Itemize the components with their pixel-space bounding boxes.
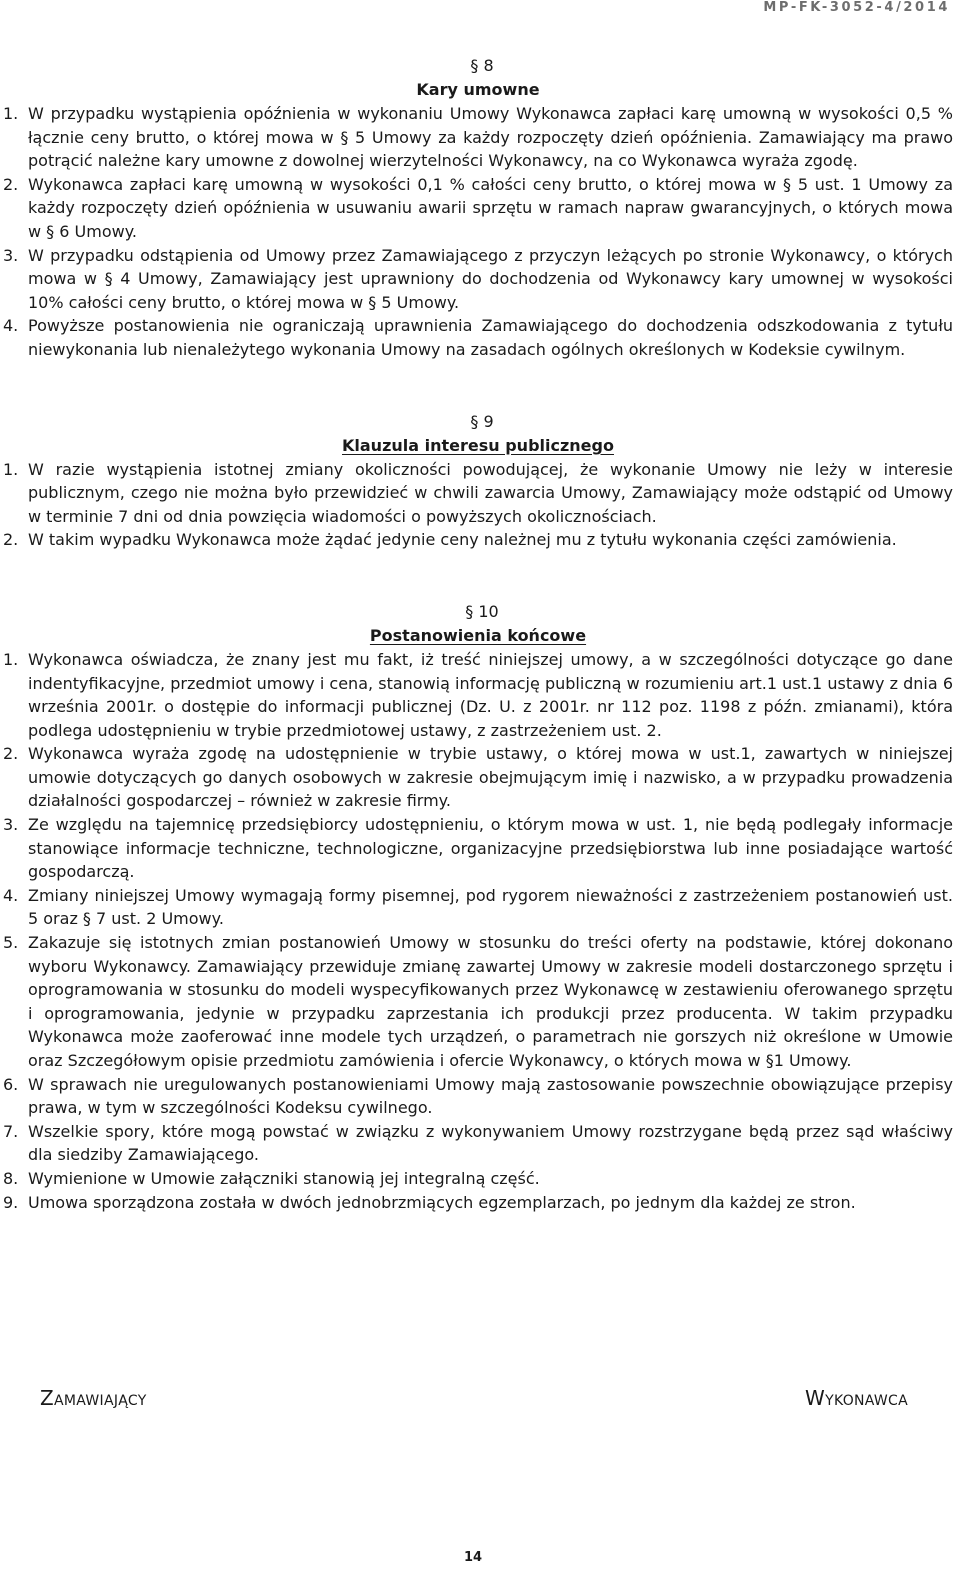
section-spacer (3, 576, 953, 600)
item-text: W sprawach nie uregulowanych postanowieniami Umowy mają zastosowanie powszechnie obowiązujące przepisy prawa, w tym w szczególności Kodeksu cywilnego. (28, 1074, 953, 1118)
list-item (3, 314, 953, 361)
section-items (3, 648, 953, 1214)
list-item (3, 102, 953, 173)
item-number: 3. (3, 815, 19, 835)
list-item (3, 813, 953, 884)
item-number: 1. (3, 104, 19, 123)
item-text: W razie wystąpienia istotnej zmiany okoliczności powodującej, że wykonanie Umowy nie leży w interesie publicznym, czego nie można było przewidzieć w chwili zawarcia Umowy, Zamawiający może odstąpić od Umowy w terminie 7 dni od dnia powzięcia wiadomości o powyższych okolicznościach. (28, 459, 953, 526)
list-item (3, 931, 953, 1073)
signature-block (40, 1386, 908, 1410)
list-item (3, 742, 953, 813)
list-item (3, 458, 953, 529)
section-items (3, 458, 953, 552)
document-reference: MP-FK-3052-4/2014 (763, 0, 950, 15)
section-number: § 9 (470, 411, 494, 431)
item-text: Powyższe postanowienia nie ograniczają uprawnienia Zamawiającego do dochodzenia odszkodowania z tytułu niewykonania lub nienależytego wykonania Umowy na zasadach ogólnych określonych w Kodeksie cywilnym. (28, 316, 953, 359)
list-item (3, 1073, 953, 1120)
list-item (3, 173, 953, 244)
list-item (3, 648, 953, 742)
item-number: 1. (3, 459, 19, 479)
item-text: Wykonawca wyraża zgodę na udostępnienie w trybie ustawy, o której mowa w ust.1, zawartych w niniejszej umowie dotyczących go danych osobowych w zakresie obejmującym imię i nazwisko, a w przypadku prowadzenia działalności gospodarczej – również w zakresie firmy. (28, 744, 953, 811)
section-title: Klauzula interesu publicznego (342, 435, 614, 455)
item-text: Umowa sporządzona została w dwóch jednobrzmiących egzemplarzach, po jednym dla każdej ze stron. (28, 1192, 856, 1212)
item-number: 1. (3, 649, 19, 669)
item-number: 2. (3, 744, 19, 764)
section-title: Kary umowne (416, 80, 540, 99)
section-10 (3, 600, 953, 1214)
item-text: W przypadku odstąpienia od Umowy przez Zamawiającego z przyczyn leżących po stronie Wykonawcy, o których mowa w § 4 Umowy, Zamawiający jest uprawniony do dochodzenia od Wykonawcy kary umownej w wysokości 10% całości ceny brutto, o której mowa w § 5 Umowy. (28, 245, 953, 312)
item-text: Wykonawca oświadcza, że znany jest mu fakt, iż treść niniejszej umowy, a w szczególności dotyczące go dane indentyfikacyjne, przedmiot umowy i cena, stanowią informację publiczną w rozumieniu art.1 ust.1 ustawy z dnia 6 września 2001r. o dostępie do informacji publicznej (Dz. U. z 2001r. nr 112 poz. 1198 z późn. zmianami), która podlega udostępnieniu w trybie przedmiotowej ustawy, z zastrzeżeniem ust. 2. (28, 649, 953, 740)
item-number: 2. (3, 530, 19, 550)
section-9 (3, 410, 953, 552)
item-number: 2. (3, 174, 19, 194)
item-number: 3. (3, 245, 19, 265)
item-number: 9. (3, 1192, 19, 1212)
list-item (3, 1120, 953, 1167)
item-text: W takim wypadku Wykonawca może żądać jedynie ceny należnej mu z tytułu wykonania części zamówienia. (28, 530, 897, 550)
section-8 (3, 54, 953, 362)
item-number: 4. (3, 885, 19, 905)
signature-wykonawca: Wykonawca (805, 1386, 908, 1410)
section-number: § 8 (470, 56, 494, 75)
item-number: 7. (3, 1121, 19, 1141)
list-item (3, 528, 953, 552)
section-spacer (3, 362, 953, 386)
section-title: Postanowienia końcowe (369, 625, 587, 645)
item-text: Zmiany niniejszej Umowy wymagają formy pisemnej, pod rygorem nieważności z zastrzeżeniem postanowień ust. 5 oraz § 7 ust. 2 Umowy. (28, 885, 953, 929)
item-text: Wykonawca zapłaci karę umowną w wysokości 0,1 % całości ceny brutto, o której mowa w § 5 ust. 1 Umowy za każdy rozpoczęty dzień opóźnienia w usuwaniu awarii sprzętu w ramach napraw gwarancyjnych, o których mowa w § 6 Umowy. (28, 174, 953, 241)
item-text: W przypadku wystąpienia opóźnienia w wykonaniu Umowy Wykonawca zapłaci karę umowną w wysokości 0,5 % łącznie ceny brutto, o której mowa w § 5 Umowy za każdy rozpoczęty dzień opóźnienia. Zamawiający ma prawo potrącić należne kary umowne z dowolnej wierzytelności Wykonawcy, na co Wykonawca wyraża zgodę. (28, 104, 953, 171)
list-item (3, 884, 953, 931)
list-item (3, 1167, 953, 1191)
item-text: Zakazuje się istotnych zmian postanowień Umowy w stosunku do treści oferty na podstawie, której dokonano wyboru Wykonawcy. Zamawiający przewiduje zmianę zawartej Umowy w zakresie modeli dostarczonego sprzętu i oprogramowania w stosunku do modeli wyspecyfikowanych przez Wykonawcę w zestawieniu oferowanego sprzętu i oprogramowania, jedynie w przypadku zaprzestania ich produkcji przez producenta. W takim przypadku Wykonawca może zaoferować inne modele tych urządzeń, o parametrach nie gorszych niż określone w Umowie oraz Szczegółowym opisie przedmiotu zamówienia i ofercie Wykonawcy, o których mowa w §1 Umowy. (28, 933, 953, 1070)
list-item (3, 1191, 953, 1215)
item-text: Wszelkie spory, które mogą powstać w związku z wykonywaniem Umowy rozstrzygane będą przez sąd właściwy dla siedziby Zamawiającego. (28, 1121, 953, 1165)
section-number: § 10 (465, 601, 499, 621)
signature-zamawiajacy: Zamawiający (40, 1386, 147, 1410)
item-number: 4. (3, 316, 19, 336)
item-text: Ze względu na tajemnicę przedsiębiorcy udostępnieniu, o którym mowa w ust. 1, nie będą podlegały informacje stanowiące informacje techniczne, technologiczne, organizacyjne przedsiębiorstwa lub inne posiadające wartość gospodarczą. (28, 815, 953, 882)
page-number: 14 (463, 1550, 483, 1565)
item-text: Wymienione w Umowie załączniki stanowią jej integralną część. (28, 1168, 540, 1188)
page-content (3, 54, 953, 1214)
section-spacer (3, 386, 953, 410)
item-number: 5. (3, 933, 19, 953)
section-spacer (3, 552, 953, 576)
section-items (3, 102, 953, 362)
item-number: 6. (3, 1074, 19, 1094)
list-item (3, 244, 953, 315)
item-number: 8. (3, 1168, 19, 1188)
